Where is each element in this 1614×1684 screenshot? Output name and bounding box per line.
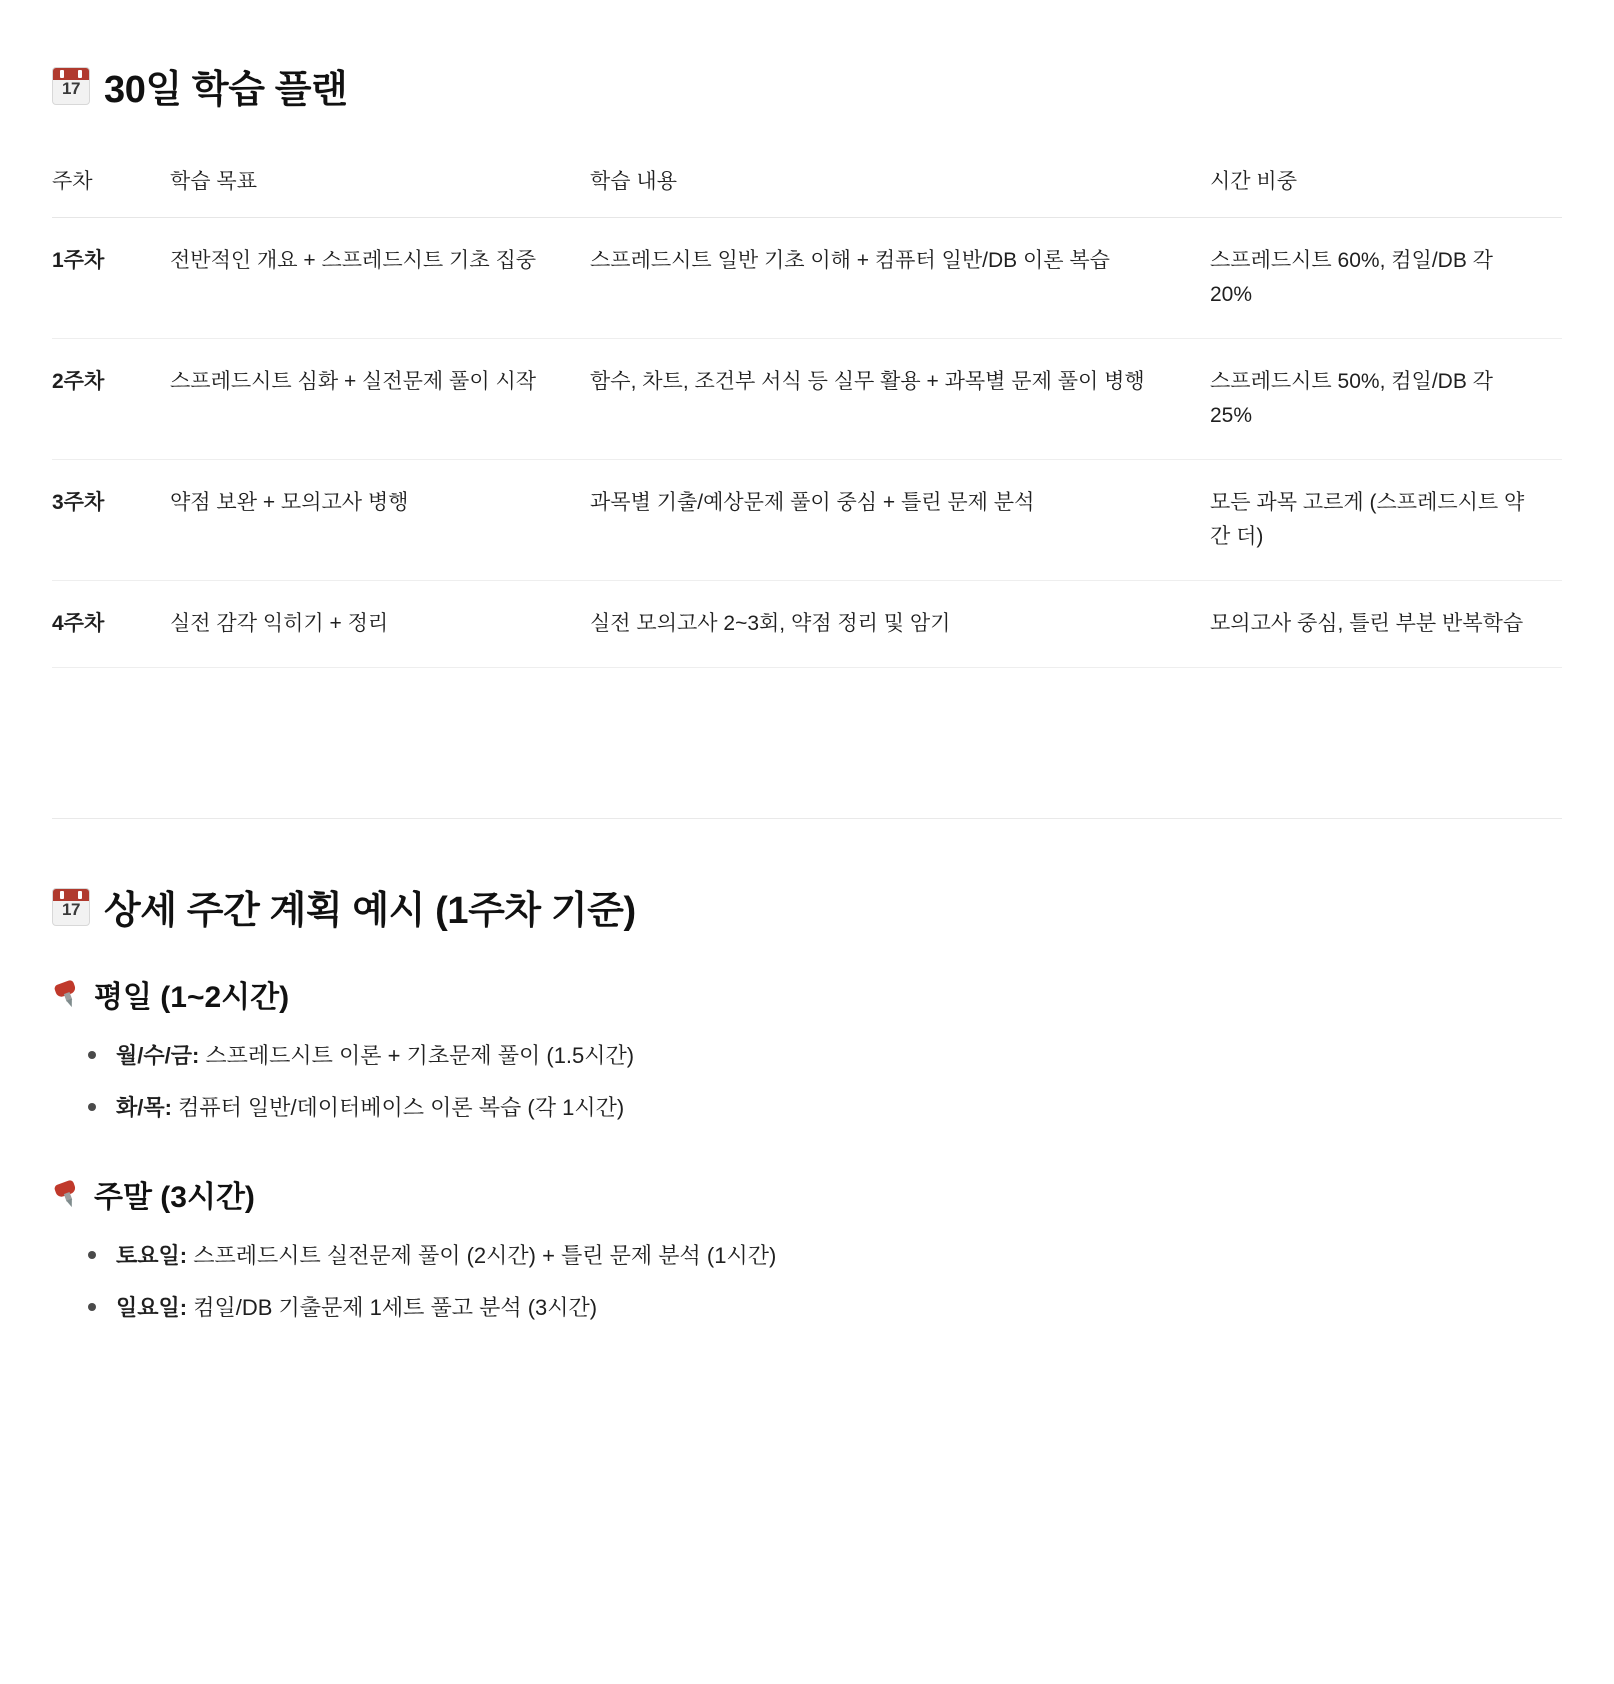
cell-time: 스프레드시트 50%, 컴일/DB 각 25% xyxy=(1210,339,1562,460)
list-item xyxy=(74,1030,1562,1082)
weekly-heading xyxy=(52,879,1562,934)
cell-week: 4주차 xyxy=(52,581,170,668)
cell-goal: 스프레드시트 심화 + 실전문제 풀이 시작 xyxy=(170,339,590,460)
plan-heading-text: 30일 학습 플랜 xyxy=(104,69,348,111)
column-header-time: 시간 비중 xyxy=(1210,165,1562,218)
cell-content: 함수, 차트, 조건부 서식 등 실무 활용 + 과목별 문제 풀이 병행 xyxy=(590,339,1210,460)
cell-week: 3주차 xyxy=(52,460,170,581)
list-item xyxy=(74,1082,1562,1134)
cell-time: 모의고사 중심, 틀린 부분 반복학습 xyxy=(1210,581,1562,668)
cell-goal: 전반적인 개요 + 스프레드시트 기초 집중 xyxy=(170,218,590,339)
weekend-group-title: 주말 (3시간) xyxy=(94,1181,255,1215)
weekly-heading-text: 상세 주간 계획 예시 (1주차 기준) xyxy=(104,890,636,933)
pushpin-icon xyxy=(48,975,86,1013)
weekend-group-heading xyxy=(52,1172,1562,1216)
cell-week: 2주차 xyxy=(52,339,170,460)
list-item-text: 컴퓨터 일반/데이터베이스 이론 복습 (각 1시간) xyxy=(171,1095,625,1121)
cell-content: 스프레드시트 일반 기초 이해 + 컴퓨터 일반/DB 이론 복습 xyxy=(590,218,1210,339)
cell-content: 과목별 기출/예상문제 풀이 중심 + 틀린 문제 분석 xyxy=(590,460,1210,581)
column-header-content: 학습 내용 xyxy=(590,165,1210,218)
cell-week: 1주차 xyxy=(52,218,170,339)
table-row xyxy=(52,460,1562,581)
weekday-group-title: 평일 (1~2시간) xyxy=(94,981,290,1015)
column-header-week: 주차 xyxy=(52,165,170,218)
table-row xyxy=(52,581,1562,668)
list-item xyxy=(74,1230,1562,1282)
cell-goal: 약점 보완 + 모의고사 병행 xyxy=(170,460,590,581)
list-item-text: 스프레드시트 실전문제 풀이 (2시간) + 틀린 문제 분석 (1시간) xyxy=(187,1243,777,1269)
weekend-list xyxy=(52,1230,1562,1334)
column-header-goal: 학습 목표 xyxy=(170,165,590,218)
section-divider xyxy=(52,818,1562,819)
calendar-icon xyxy=(52,888,90,926)
pushpin-icon xyxy=(48,1175,86,1213)
plan-heading xyxy=(52,58,1562,113)
cell-goal: 실전 감각 익히기 + 정리 xyxy=(170,581,590,668)
list-item-lead: 토요일: xyxy=(116,1243,188,1269)
list-item xyxy=(74,1282,1562,1334)
list-item-text: 스프레드시트 이론 + 기초문제 풀이 (1.5시간) xyxy=(199,1043,635,1069)
cell-time: 스프레드시트 60%, 컴일/DB 각 20% xyxy=(1210,218,1562,339)
weekday-list xyxy=(52,1030,1562,1134)
list-item-text: 컴일/DB 기출문제 1세트 풀고 분석 (3시간) xyxy=(187,1295,598,1321)
study-plan-table xyxy=(52,165,1562,668)
cell-content: 실전 모의고사 2~3회, 약점 정리 및 암기 xyxy=(590,581,1210,668)
table-header-row xyxy=(52,165,1562,218)
calendar-day-label: 17 xyxy=(61,899,81,919)
table-row xyxy=(52,218,1562,339)
list-item-lead: 월/수/금: xyxy=(116,1043,200,1069)
cell-time: 모든 과목 고르게 (스프레드시트 약간 더) xyxy=(1210,460,1562,581)
list-item-lead: 화/목: xyxy=(116,1095,172,1121)
calendar-icon xyxy=(52,67,90,105)
table-row xyxy=(52,339,1562,460)
calendar-day-label: 17 xyxy=(61,78,81,98)
weekday-group-heading xyxy=(52,972,1562,1016)
list-item-lead: 일요일: xyxy=(116,1295,188,1321)
